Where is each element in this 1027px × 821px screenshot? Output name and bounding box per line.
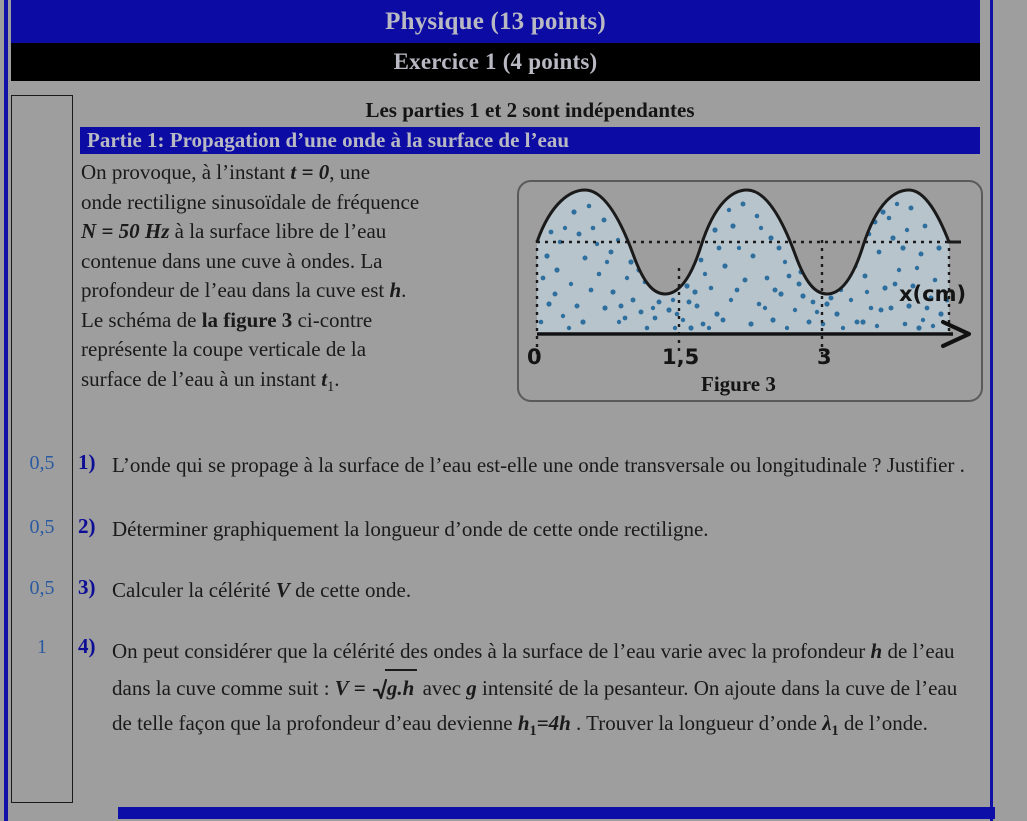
q4-celerity-symbol: V — [334, 676, 349, 700]
question-4-mark: 1 — [37, 636, 47, 658]
intro-l6a: Le schéma de — [81, 307, 202, 332]
question-4-number: 4) — [78, 634, 96, 658]
intro-l6b: ci-contre — [292, 307, 373, 332]
q4-text-f: de l’onde. — [838, 711, 928, 735]
exercise-banner: Exercice 1 (4 points) — [11, 43, 980, 81]
q4-text-d: intensité de la pesanteur. On ajoute dans la cuve de l’eau de telle façon que la profondeur d’eau devienne — [112, 676, 958, 735]
intro-l8a: surface de l’eau à un instant — [81, 366, 322, 391]
q4-depth-symbol: h — [870, 639, 883, 663]
question-2-mark: 0,5 — [29, 516, 55, 538]
question-2-number: 2) — [78, 514, 96, 538]
question-1-number: 1) — [78, 450, 96, 474]
q4-gravity-symbol: g — [466, 676, 477, 700]
part-1-banner: Partie 1: Propagation d’une onde à la surface de l’eau — [80, 127, 980, 154]
x-tick-label-3: 3 — [817, 345, 832, 369]
page-left-rule — [4, 0, 8, 821]
subject-banner: Physique (13 points) — [11, 0, 980, 43]
intro-frequency-value: N = 50 Hz — [81, 219, 170, 243]
q4-dot: . — [397, 676, 403, 700]
q3-text-a: Calculer la célérité — [112, 578, 276, 602]
q4-h1-symbol: h — [517, 711, 530, 735]
radicand — [385, 669, 417, 706]
intro-l5b: . — [401, 278, 407, 302]
intro-l7: représente la coupe verticale de la — [81, 337, 367, 361]
q4-lambda-symbol: λ — [822, 711, 832, 735]
water-body — [537, 182, 950, 342]
intro-zero: 0 — [318, 160, 330, 184]
x-tick-label-1-5: 1,5 — [662, 345, 700, 369]
q4-text-a: On peut considérer que la célérité des ondes à la surface de l’eau varie avec la profondeur — [112, 639, 871, 663]
intro-t1-symbol: t — [321, 366, 328, 391]
intro-l1b: , une — [329, 160, 371, 184]
question-2-text: Déterminer graphiquement la longueur d’onde de cette onde rectiligne. — [112, 517, 709, 541]
square-root-expression — [371, 669, 417, 706]
question-1-mark: 0,5 — [29, 452, 55, 474]
page-right-rule — [990, 0, 993, 821]
q4-h1-equals: =4 — [536, 711, 560, 735]
figure-caption: Figure 3 — [701, 372, 776, 396]
intro-l5a: profondeur de l’eau dans la cuve est — [81, 278, 390, 302]
marks-column — [11, 95, 73, 803]
intro-l4: contenue dans une cuve à ondes. La — [81, 248, 383, 273]
intro-l1a: On provoque, à l’instant — [81, 160, 291, 184]
intro-h-symbol: h — [389, 278, 402, 302]
page-bottom-rule — [118, 807, 995, 819]
q4-lambda-subscript: 1 — [831, 723, 839, 740]
q4-text-b: de l’eau dans la cuve comme suit : — [112, 639, 955, 700]
intro-l3rest: à la surface libre de l’eau — [169, 219, 387, 243]
question-3-text — [112, 575, 974, 606]
q4-text-c: avec — [417, 676, 467, 700]
intro-eq: = — [296, 160, 319, 184]
question-3-number: 3) — [78, 575, 96, 599]
intro-t1-subscript: 1 — [327, 378, 335, 395]
x-tick-label-0: 0 — [527, 345, 542, 369]
q4-h-symbol: h — [402, 676, 415, 700]
q3-text-b: de cette onde. — [289, 578, 412, 602]
q4-h1-h: h — [559, 711, 571, 735]
intro-l2: onde rectiligne sinusoïdale de fréquence — [81, 189, 420, 214]
figure-3 — [517, 180, 983, 402]
q4-h1-subscript: 1 — [529, 723, 537, 740]
q3-celerity-symbol: V — [275, 578, 290, 602]
question-3-mark: 0,5 — [29, 577, 55, 599]
independence-note: Les parties 1 et 2 sont indépendantes — [365, 98, 695, 122]
question-4-text — [112, 634, 974, 749]
question-1-text: L’onde qui se propage à la surface de l’eau est-elle une onde transversale ou longitudinale ? Justifier . — [112, 453, 965, 477]
intro-figure-ref: la figure 3 — [201, 307, 293, 332]
q4-g-symbol: g — [386, 676, 398, 700]
q4-text-e: . Trouver la longueur d’onde — [570, 711, 823, 735]
intro-l8b: . — [334, 366, 340, 391]
intro-t-symbol: t — [290, 160, 297, 184]
x-axis-label: x(cm) — [899, 282, 967, 306]
q4-equals: = — [348, 676, 371, 700]
intro-paragraph — [81, 158, 513, 402]
